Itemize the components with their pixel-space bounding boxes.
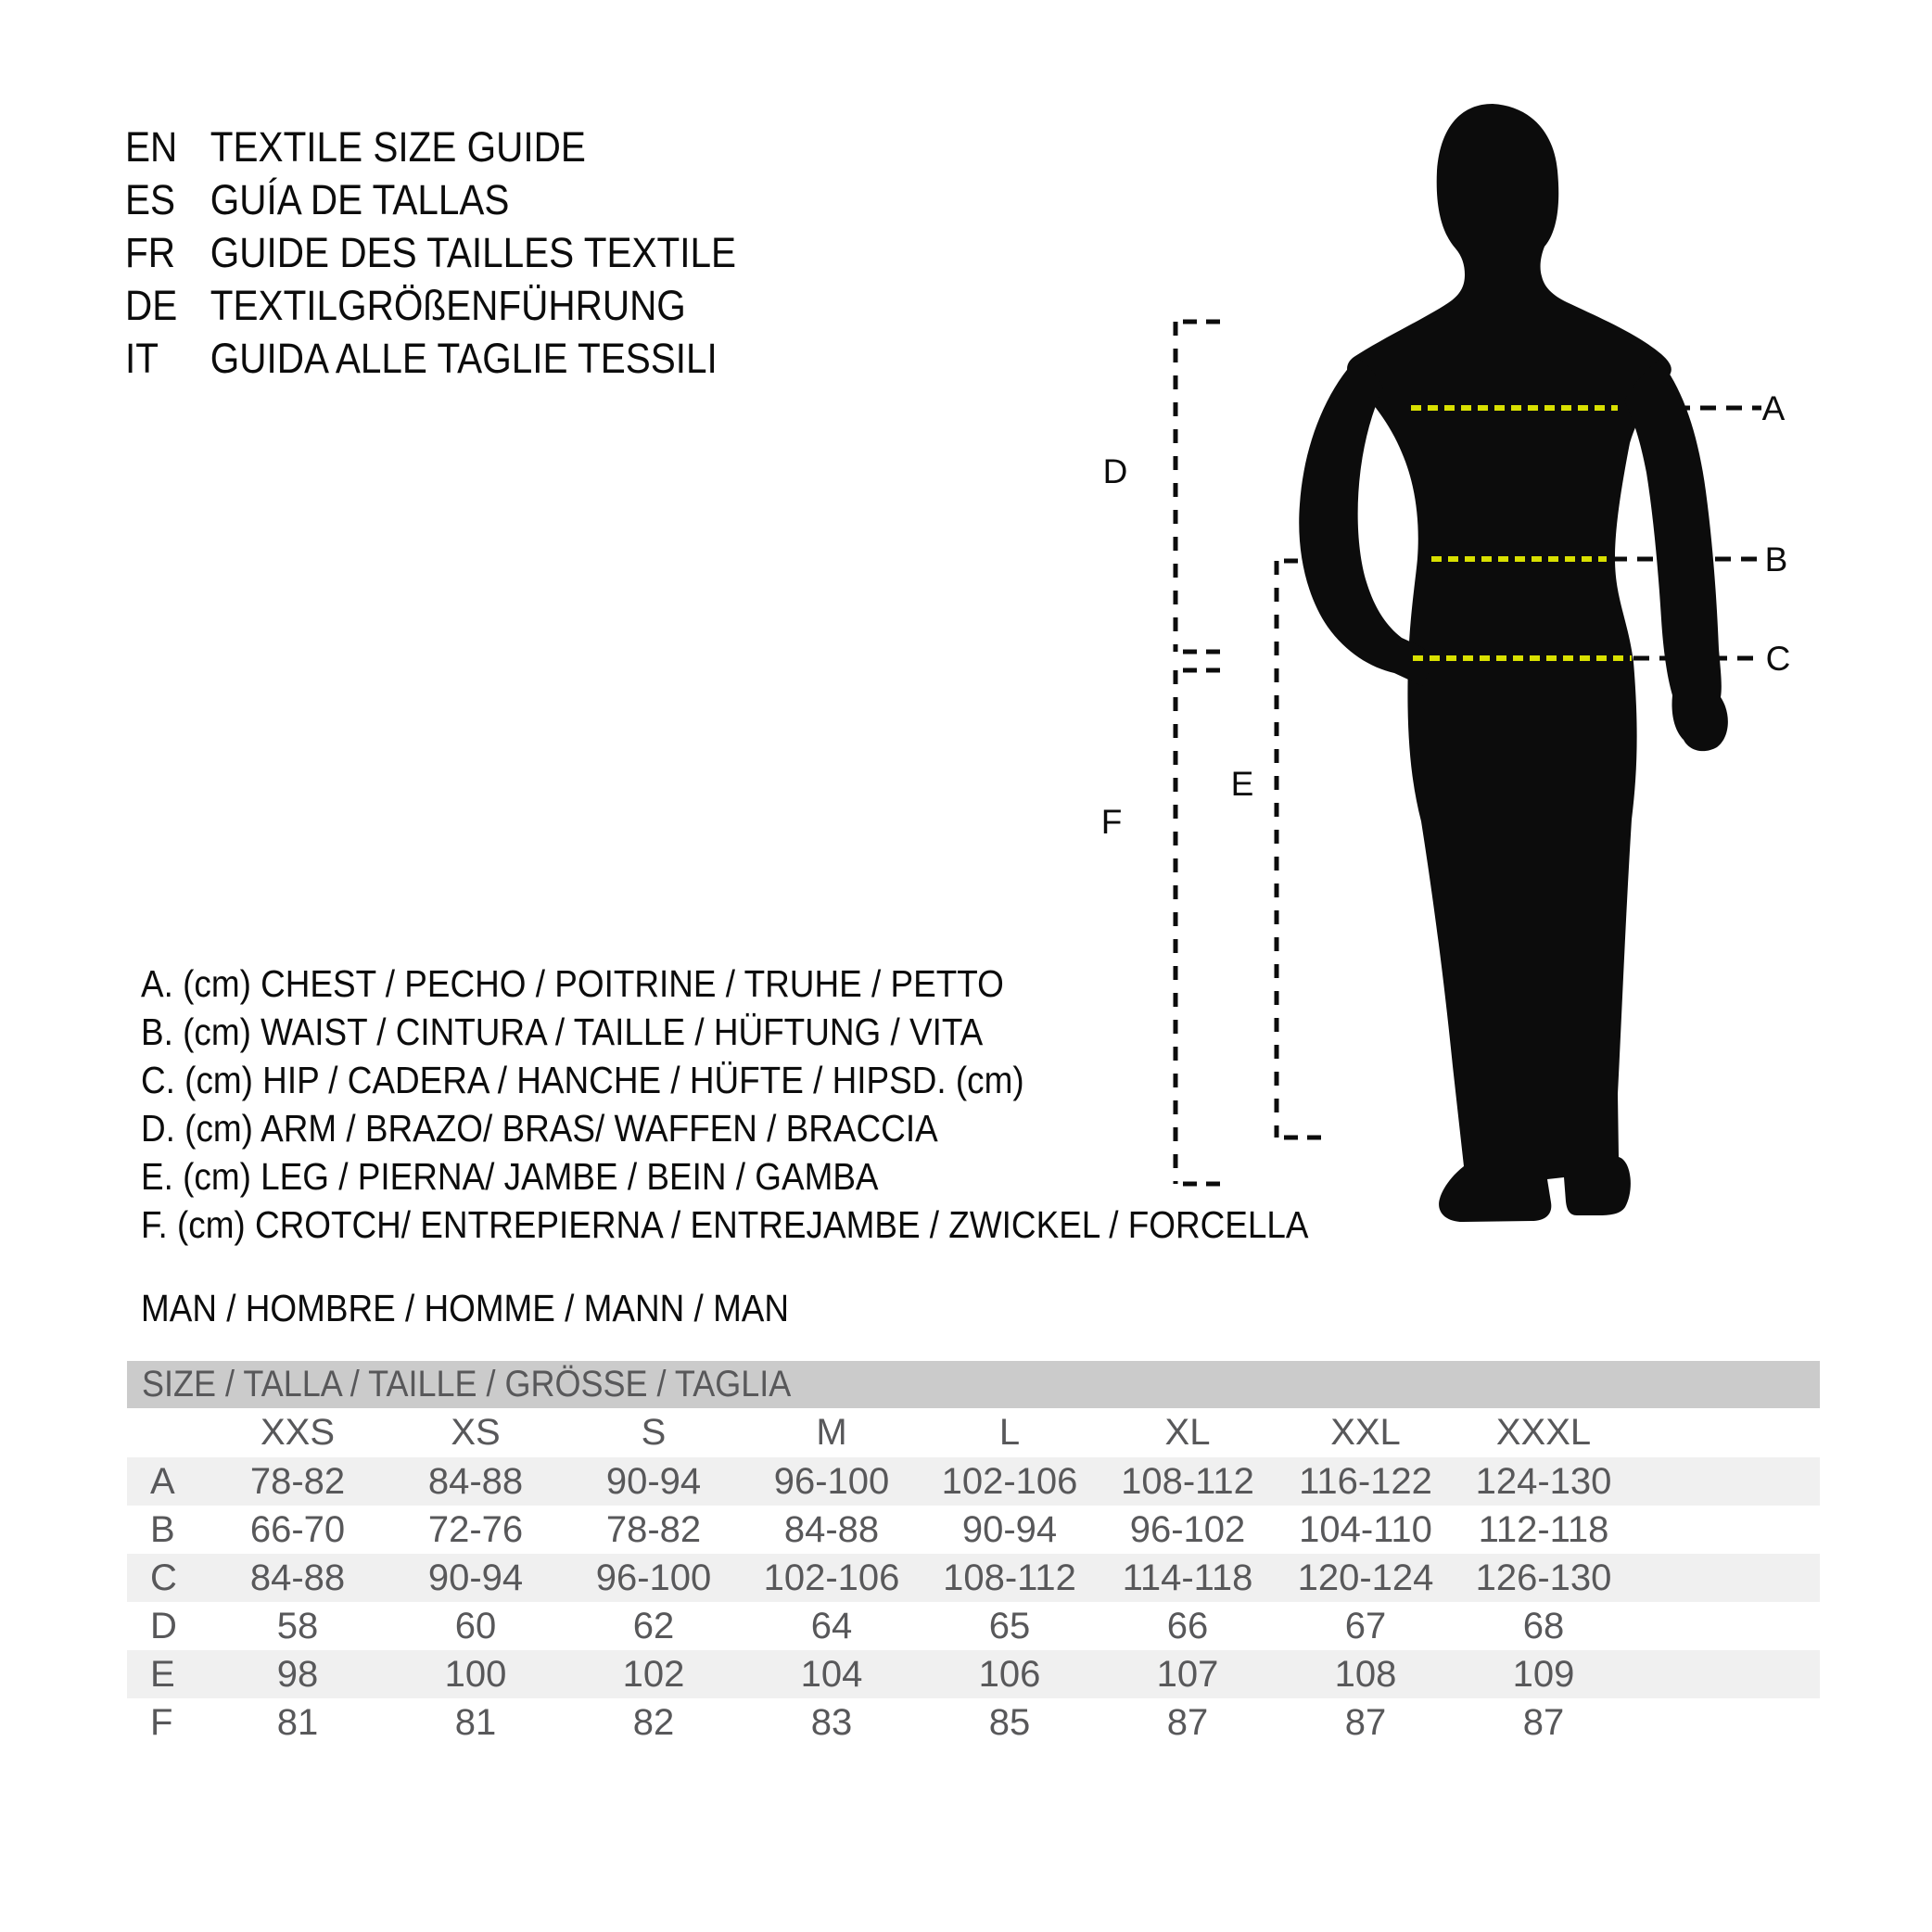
gender-heading: MAN / HOMBRE / HOMME / MANN / MAN bbox=[141, 1287, 790, 1329]
cell-a-xs: 84-88 bbox=[427, 1460, 524, 1502]
cell-d-l: 65 bbox=[988, 1605, 1031, 1646]
language-code-en: EN bbox=[125, 123, 178, 171]
cell-e-m: 104 bbox=[800, 1653, 863, 1695]
label-waist-b: B bbox=[1764, 540, 1788, 578]
language-label-es: GUÍA DE TALLAS bbox=[210, 176, 510, 223]
key-line-crotch: F. (cm) CROTCH/ ENTREPIERNA / ENTREJAMBE / ZWICKEL / FORCELLA bbox=[141, 1203, 1309, 1246]
key-line-leg: E. (cm) LEG / PIERNA/ JAMBE / BEIN / GAMBA bbox=[141, 1155, 879, 1198]
cell-d-xs: 60 bbox=[454, 1605, 497, 1646]
cell-a-xxl: 116-122 bbox=[1299, 1460, 1432, 1502]
measurement-key bbox=[141, 960, 1438, 1249]
cell-b-xxxl: 112-118 bbox=[1478, 1508, 1609, 1550]
cell-e-xxs: 98 bbox=[276, 1653, 319, 1695]
cell-f-xxs: 81 bbox=[276, 1701, 319, 1743]
cell-a-xl: 108-112 bbox=[1121, 1460, 1254, 1502]
cell-c-l: 108-112 bbox=[943, 1557, 1076, 1598]
cell-e-xs: 100 bbox=[444, 1653, 507, 1695]
cell-f-xs: 81 bbox=[454, 1701, 497, 1743]
row-label: D bbox=[150, 1605, 177, 1646]
cell-a-xxs: 78-82 bbox=[249, 1460, 346, 1502]
cell-e-s: 102 bbox=[622, 1653, 685, 1695]
cell-b-xl: 96-102 bbox=[1129, 1508, 1246, 1550]
cell-b-xs: 72-76 bbox=[427, 1508, 524, 1550]
language-code-it: IT bbox=[125, 335, 159, 382]
cell-b-m: 84-88 bbox=[783, 1508, 880, 1550]
cell-a-m: 96-100 bbox=[773, 1460, 890, 1502]
cell-b-xxs: 66-70 bbox=[249, 1508, 346, 1550]
row-label: F bbox=[150, 1701, 173, 1743]
cell-c-xl: 114-118 bbox=[1122, 1557, 1253, 1598]
size-col-s: S bbox=[641, 1412, 667, 1453]
row-label: A bbox=[150, 1460, 175, 1502]
table-row-e bbox=[127, 1650, 1820, 1698]
cell-c-s: 96-100 bbox=[595, 1557, 712, 1598]
key-line-arm: D. (cm) ARM / BRAZO/ BRAS/ WAFFEN / BRACCIA bbox=[141, 1107, 938, 1150]
cell-d-xxxl: 68 bbox=[1522, 1605, 1565, 1646]
cell-f-m: 83 bbox=[810, 1701, 853, 1743]
language-code-de: DE bbox=[125, 282, 178, 329]
table-row-c bbox=[127, 1554, 1820, 1602]
cell-d-s: 62 bbox=[632, 1605, 675, 1646]
language-label-en: TEXTILE SIZE GUIDE bbox=[210, 123, 586, 171]
size-col-m: M bbox=[816, 1412, 847, 1453]
cell-f-l: 85 bbox=[988, 1701, 1031, 1743]
cell-d-m: 64 bbox=[810, 1605, 853, 1646]
key-line-chest: A. (cm) CHEST / PECHO / POITRINE / TRUHE / PETTO bbox=[141, 962, 1004, 1005]
cell-a-xxxl: 124-130 bbox=[1475, 1460, 1612, 1502]
language-label-fr: GUIDE DES TAILLES TEXTILE bbox=[210, 229, 737, 276]
cell-b-s: 78-82 bbox=[605, 1508, 702, 1550]
cell-a-s: 90-94 bbox=[605, 1460, 702, 1502]
cell-f-xxl: 87 bbox=[1344, 1701, 1387, 1743]
row-label: B bbox=[150, 1508, 175, 1550]
cell-e-xxl: 108 bbox=[1334, 1653, 1397, 1695]
row-label: C bbox=[150, 1557, 177, 1598]
arm-measure-line bbox=[1176, 322, 1222, 652]
cell-f-xl: 87 bbox=[1166, 1701, 1209, 1743]
label-arm-d: D bbox=[1102, 452, 1128, 490]
cell-c-xs: 90-94 bbox=[427, 1557, 524, 1598]
cell-b-l: 90-94 bbox=[961, 1508, 1058, 1550]
size-table-header bbox=[127, 1361, 1820, 1408]
cell-e-xxxl: 109 bbox=[1512, 1653, 1575, 1695]
cell-c-xxl: 120-124 bbox=[1297, 1557, 1434, 1598]
size-table bbox=[127, 1361, 1820, 1747]
table-row-d bbox=[127, 1602, 1820, 1650]
cell-f-s: 82 bbox=[632, 1701, 675, 1743]
language-code-fr: FR bbox=[125, 229, 175, 276]
language-code-es: ES bbox=[125, 176, 176, 223]
label-leg-e: E bbox=[1230, 765, 1254, 803]
cell-d-xxl: 67 bbox=[1344, 1605, 1387, 1646]
cell-d-xl: 66 bbox=[1166, 1605, 1209, 1646]
cell-c-m: 102-106 bbox=[763, 1557, 900, 1598]
size-col-xs: XS bbox=[451, 1412, 501, 1453]
silhouette-right-arm bbox=[1624, 360, 1728, 751]
cell-b-xxl: 104-110 bbox=[1299, 1508, 1432, 1550]
label-chest-a: A bbox=[1761, 389, 1786, 427]
cell-c-xxs: 84-88 bbox=[249, 1557, 346, 1598]
table-row-b bbox=[127, 1506, 1820, 1554]
size-col-xxl: XXL bbox=[1330, 1412, 1401, 1453]
size-col-xxxl: XXXL bbox=[1495, 1412, 1592, 1453]
cell-e-xl: 107 bbox=[1156, 1653, 1219, 1695]
row-label: E bbox=[150, 1653, 175, 1695]
table-row-f bbox=[127, 1698, 1820, 1747]
size-table-header-text: SIZE / TALLA / TAILLE / GRÖSSE / TAGLIA bbox=[142, 1364, 792, 1405]
cell-a-l: 102-106 bbox=[941, 1460, 1078, 1502]
language-label-de: TEXTILGRÖßENFÜHRUNG bbox=[210, 282, 686, 329]
cell-e-l: 106 bbox=[978, 1653, 1041, 1695]
label-hip-c: C bbox=[1765, 640, 1791, 678]
table-row-a bbox=[127, 1457, 1820, 1506]
cell-c-xxxl: 126-130 bbox=[1475, 1557, 1612, 1598]
cell-f-xxxl: 87 bbox=[1522, 1701, 1565, 1743]
size-label-row bbox=[127, 1408, 1820, 1457]
cell-d-xxs: 58 bbox=[276, 1605, 319, 1646]
label-crotch-f: F bbox=[1100, 803, 1123, 841]
language-label-it: GUIDA ALLE TAGLIE TESSILI bbox=[210, 335, 718, 382]
size-col-xxs: XXS bbox=[260, 1412, 336, 1453]
size-col-l: L bbox=[998, 1412, 1021, 1453]
key-line-hip: C. (cm) HIP / CADERA / HANCHE / HÜFTE / HIPSD. (cm) bbox=[141, 1059, 1024, 1101]
key-line-waist: B. (cm) WAIST / CINTURA / TAILLE / HÜFTUNG / VITA bbox=[141, 1010, 984, 1053]
size-col-xl: XL bbox=[1164, 1412, 1211, 1453]
